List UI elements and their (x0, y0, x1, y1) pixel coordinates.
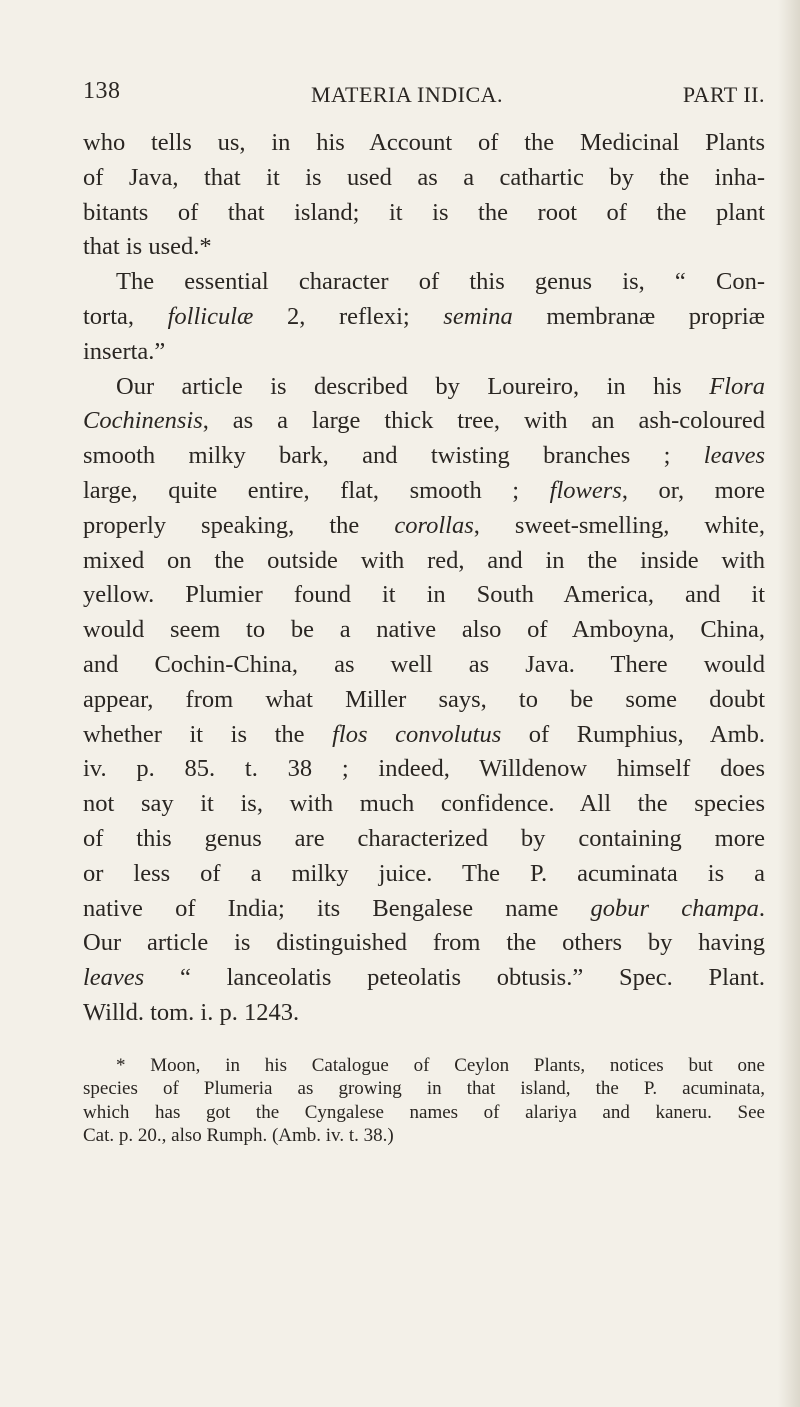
text-line: or less of a milky juice. The P. acuminata is a (83, 859, 765, 887)
text-line: Cochinensis, as a large thick tree, with an ash-coloured (83, 407, 765, 435)
page-edge-shadow (778, 0, 800, 1407)
footnote-line: species of Plumeria as growing in that island, the P. acuminata, (83, 1078, 765, 1100)
text-line: Our article is described by Loureiro, in his Flora (116, 372, 765, 400)
text-line: whether it is the flos convolutus of Rumphius, Amb. (83, 720, 766, 748)
part-label: PART II. (682, 82, 765, 107)
text-line: Our article is distinguished from the others by having (83, 929, 765, 957)
text-line: smooth milky bark, and twisting branches ; leaves (83, 442, 765, 470)
text-line: iv. p. 85. t. 38 ; indeed, Willdenow himself does (83, 755, 765, 783)
footnote-line: which has got the Cyngalese names of alariya and kaneru. See (83, 1101, 765, 1123)
footnote (83, 1054, 765, 1147)
text-line: not say it is, with much confidence. All the species (83, 790, 765, 818)
footnote-line: * Moon, in his Catalogue of Ceylon Plants, notices but one (116, 1055, 765, 1076)
footnote-line: Cat. p. 20., also Rumph. (Amb. iv. t. 38.) (83, 1124, 394, 1146)
text-line: native of India; its Bengalese name gobur champa. (83, 894, 765, 922)
text-line: of Java, that it is used as a cathartic by the inha- (83, 163, 765, 191)
text-line: mixed on the outside with red, and in the inside with (83, 546, 765, 574)
text-line: that is used.* (83, 233, 212, 261)
text-line: of this genus are characterized by containing more (83, 824, 765, 852)
text-line: appear, from what Miller says, to be some doubt (83, 685, 765, 713)
text-line: who tells us, in his Account of the Medicinal Plants (83, 129, 765, 156)
text-line: Willd. tom. i. p. 1243. (83, 998, 300, 1026)
running-title: MATERIA INDICA. (311, 82, 504, 107)
text-line: torta, folliculæ 2, reflexi; semina membranæ propriæ (83, 302, 765, 330)
text-line: and Cochin-China, as well as Java. There would (83, 650, 765, 678)
text-line: properly speaking, the corollas, sweet-smelling, white, (83, 511, 765, 539)
text-line: leaves “ lanceolatis peteolatis obtusis.” Spec. Plant. (83, 964, 765, 992)
body-text (83, 126, 765, 1031)
text-line: bitants of that island; it is the root of the plant (83, 198, 765, 226)
text-line: inserta.” (83, 337, 166, 365)
text-line: large, quite entire, flat, smooth ; flowers, or, more (83, 476, 765, 504)
page-number: 138 (83, 78, 121, 104)
text-line: would seem to be a native also of Amboyna, China, (83, 616, 765, 644)
text-line: yellow. Plumier found it in South America, and it (83, 581, 765, 609)
running-header (83, 78, 765, 112)
text-line: The essential character of this genus is, “ Con- (116, 268, 765, 296)
